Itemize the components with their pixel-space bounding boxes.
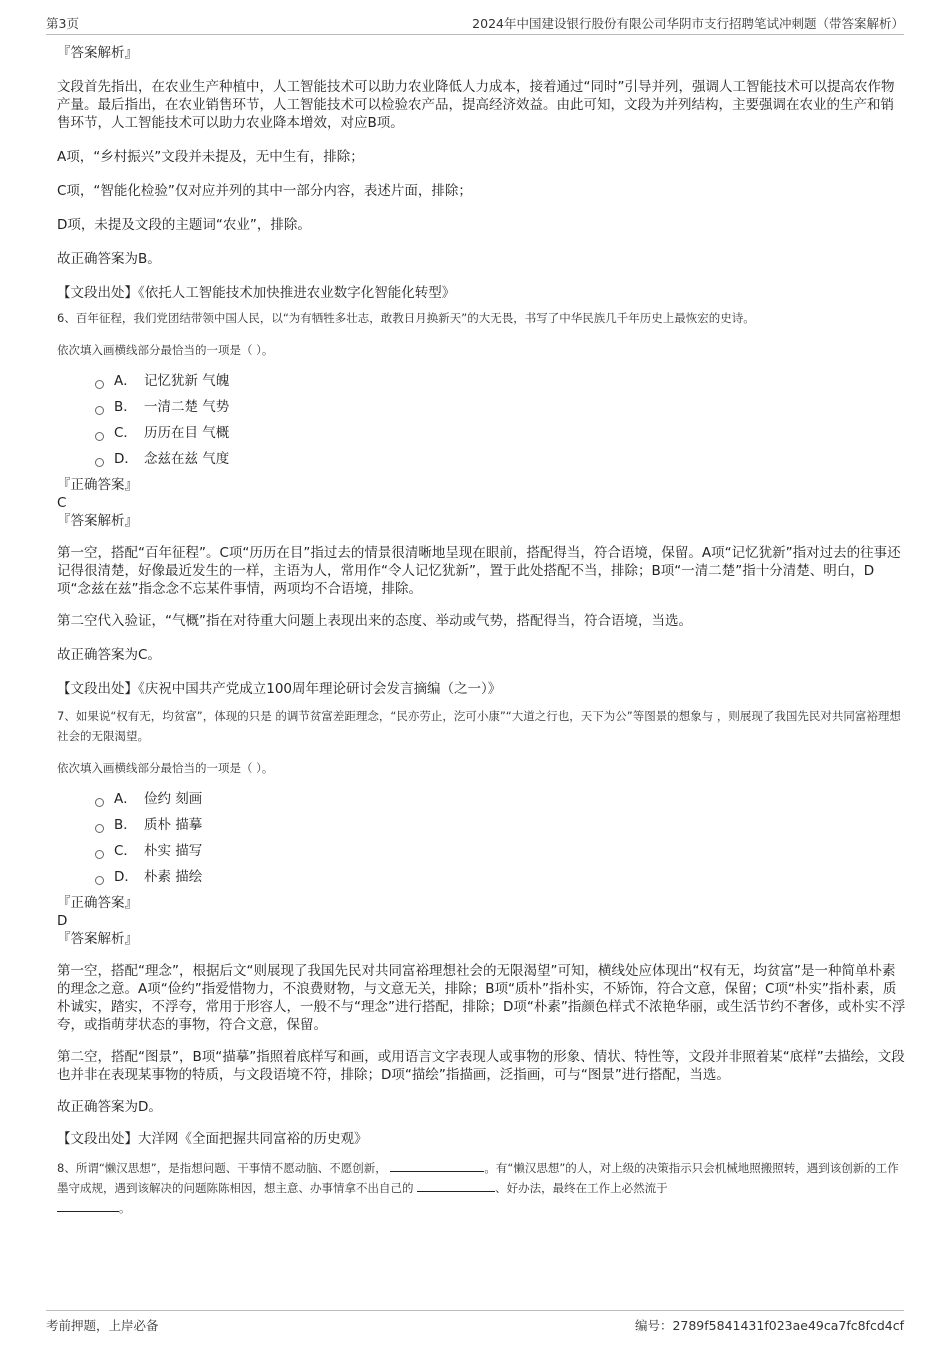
analysis-paragraph: 第二空，搭配“图景”，B项“描摹”指照着底样写和画，或用语言文字表现人或事物的形象、情状、特性等，文段并非照着某“底样”去描绘，文段也并非在表现某事物的特质，与文段语境不符，排除；D项“描绘”指描画，泛指画，可与“图景”进行搭配，当选。 [57, 1049, 905, 1083]
option-d[interactable]: D． 念兹在兹 气度 [95, 446, 906, 472]
page-number: 第3页 [46, 16, 79, 31]
radio-icon[interactable] [95, 798, 104, 807]
radio-icon[interactable] [95, 824, 104, 833]
radio-icon[interactable] [95, 876, 104, 885]
option-c[interactable]: C． 朴实 描写 [95, 838, 906, 864]
conclusion: 故正确答案为B。 [57, 251, 161, 267]
correct-answer: C [57, 495, 67, 511]
option-b[interactable]: B． 一清二楚 气势 [95, 394, 906, 420]
passage-source: 【文段出处】《依托人工智能技术加快推进农业数字化智能化转型》 [57, 285, 456, 301]
answer-blank[interactable] [390, 1159, 484, 1172]
answer-analysis-label: 『答案解析』 [57, 513, 138, 529]
option-a[interactable]: A． 记忆犹新 气魄 [95, 368, 906, 394]
analysis-paragraph: 第一空，搭配“百年征程”。C项“历历在目”指过去的情景很清晰地呈现在眼前，搭配得当，符合语境，保留。A项“记忆犹新”指对过去的往事还记得很清楚，好像最近发生的一样，主语为人，常用作“令人记忆犹新”，置于此处搭配不当，排除；B项“一清二楚”指十分清楚、明白，D项“念兹在兹”指念念不忘某件事情，两项均不合语境，排除。 [57, 545, 901, 597]
answer-blank[interactable] [417, 1179, 495, 1192]
radio-icon[interactable] [95, 458, 104, 467]
analysis-paragraph: 文段首先指出，在农业生产种植中，人工智能技术可以助力农业降低人力成本，接着通过“同时”引导并列，强调人工智能技术可以提高农作物产量。最后指出，在农业销售环节，人工智能技术可以检验农产品，提高经济效益。由此可知，文段为并列结构，主要强调在农业的生产和销售环节，人工智能技术可以助力农业降本增效，对应B项。 [57, 79, 895, 131]
option-c[interactable]: C． 历历在目 气概 [95, 420, 906, 446]
radio-icon[interactable] [95, 380, 104, 389]
answer-analysis-label: 『答案解析』 [57, 45, 138, 61]
footer-slogan: 考前押题，上岸必备 [46, 1318, 159, 1333]
option-a[interactable]: A． 俭约 刻画 [95, 786, 906, 812]
option-d[interactable]: D． 朴素 描绘 [95, 864, 906, 890]
passage-source: 【文段出处】大洋网《全面把握共同富裕的历史观》 [57, 1131, 368, 1147]
document-title: 2024年中国建设银行股份有限公司华阴市支行招聘笔试冲刺题（带答案解析） [472, 16, 904, 31]
radio-icon[interactable] [95, 432, 104, 441]
document-code: 编号：2789f5841431f023ae49ca7fc8fcd4cf [634, 1318, 904, 1333]
question-7-options [95, 786, 906, 890]
option-b[interactable]: B． 质朴 描摹 [95, 812, 906, 838]
question-6-stem: 6、百年征程，我们党团结带领中国人民，以“为有牺牲多壮志，敢教日月换新天”的大无畏，书写了中华民族几千年历史上最恢宏的史诗。 [57, 311, 755, 325]
passage-source: 【文段出处】《庆祝中国共产党成立100周年理论研讨会发言摘编（之一）》 [57, 681, 502, 697]
correct-answer-label: 『正确答案』 [57, 895, 138, 911]
question-8-stem: 8、所谓“懒汉思想”，是指想问题、干事情不愿动脑、不愿创新， 。有“懒汉思想”的人，对上级的决策指示只会机械地照搬照转，遇到该创新的工作墨守成规，遇到该解决的问题陈陈相因，想主意、办事情拿不出自己的 、好办法，最终在工作上必然流于 。 [57, 1161, 899, 1215]
question-7-instruction: 依次填入画横线部分最恰当的一项是（ ）。 [57, 761, 274, 775]
answer-blank[interactable] [57, 1199, 119, 1212]
correct-answer-label: 『正确答案』 [57, 477, 138, 493]
analysis-paragraph: 第一空，搭配“理念”，根据后文“则展现了我国先民对共同富裕理想社会的无限渴望”可知，横线处应体现出“权有无，均贫富”是一种简单朴素的理念之意。A项“俭约”指爱惜物力，不浪费财物，与文意无关，排除；B项“质朴”指朴实，不矫饰，符合文意，保留；C项“朴实”指朴素，质朴诚实，踏实，不浮夸，常用于形容人，一般不与“理念”进行搭配，排除；D项“朴素”指颜色样式不浓艳华丽，或生活节约不奢侈，或朴实不浮夸，或指萌芽状态的事物，符合文意，保留。 [57, 963, 906, 1033]
page-header [46, 14, 904, 35]
analysis-option-a: A项，“乡村振兴”文段并未提及，无中生有，排除； [57, 149, 364, 165]
question-6-instruction: 依次填入画横线部分最恰当的一项是（ ）。 [57, 343, 274, 357]
radio-icon[interactable] [95, 406, 104, 415]
analysis-option-d: D项，未提及文段的主题词“农业”，排除。 [57, 217, 311, 233]
question-6-options [95, 368, 906, 472]
analysis-paragraph: 第二空代入验证，“气概”指在对待重大问题上表现出来的态度、举动或气势，搭配得当，符合语境，当选。 [57, 613, 692, 629]
conclusion: 故正确答案为C。 [57, 647, 161, 663]
radio-icon[interactable] [95, 850, 104, 859]
analysis-option-c: C项，“智能化检验”仅对应并列的其中一部分内容，表述片面，排除； [57, 183, 472, 199]
page-footer [46, 1310, 904, 1335]
correct-answer: D [57, 913, 68, 929]
answer-analysis-label: 『答案解析』 [57, 931, 138, 947]
question-7-stem: 7、如果说“权有无，均贫富”，体现的只是 的调节贫富差距理念，“民亦劳止，汔可小康”“大道之行也，天下为公”等图景的想象与 ，则展现了我国先民对共同富裕理想社会的无限渴望。 [57, 709, 901, 743]
page-content [57, 44, 906, 1218]
conclusion: 故正确答案为D。 [57, 1099, 162, 1115]
